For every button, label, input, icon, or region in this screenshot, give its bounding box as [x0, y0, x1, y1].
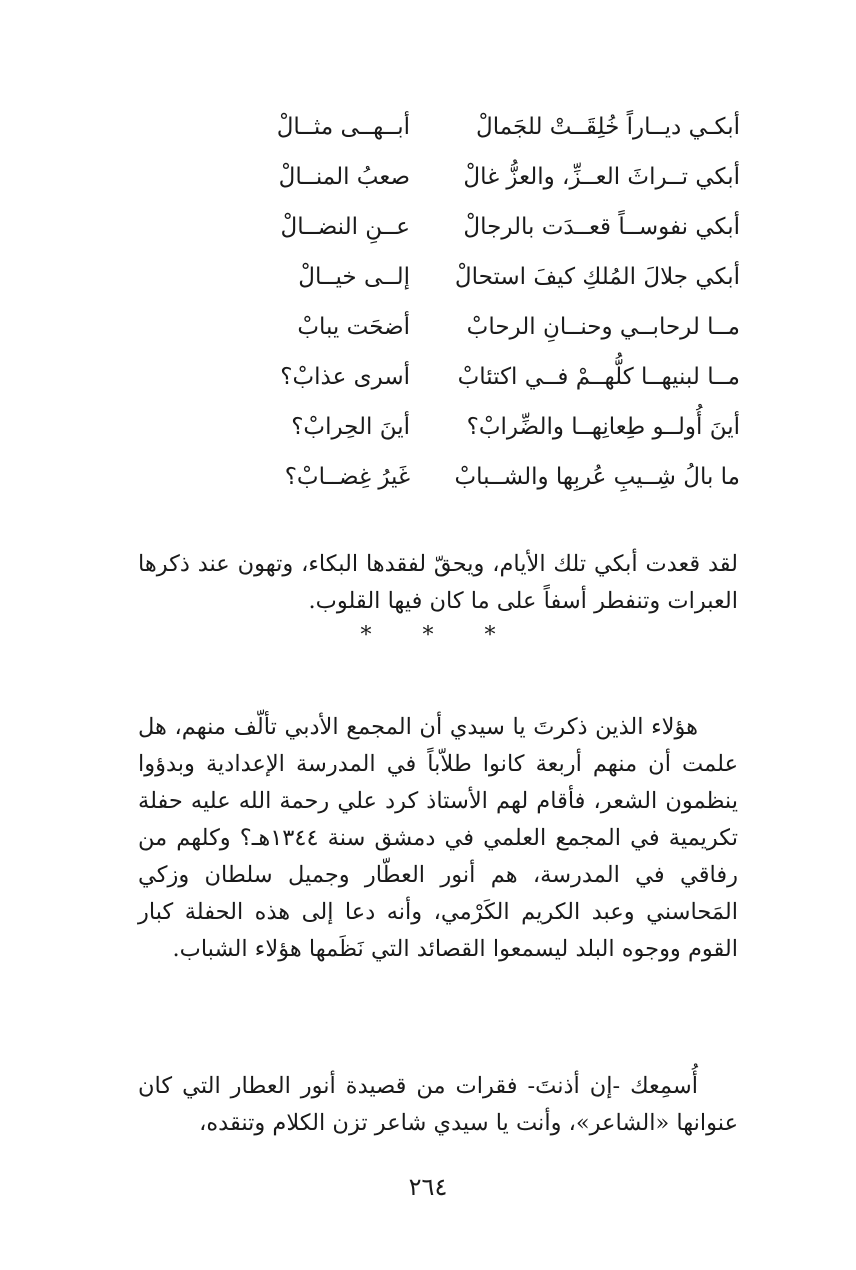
paragraph-poem-intro: أُسمِعك -إن أذنتَ- فقرات من قصيدة أنور العطار التي كان عنوانها «الشاعر»، وأنت يا سيدي شاعر تزن الكلام وتنقده، — [138, 1072, 738, 1136]
paragraph-literary-academy: هؤلاء الذين ذكرتَ يا سيدي أن المجمع الأدبي تألّف منهم، هل علمت أن منهم أربعة كانوا طلاّباً في المدرسة الإعدادية وبدؤوا ينظمون الشعر، فأقام لهم الأستاذ كرد علي رحمة الله عليه حفلة تكريمية في المجمع العلمي في دمشق سنة ١٣٤٤هـ؟ وكلهم من رفاقي في المدرسة، هم أنور العطّار وجميل سلطان وزكي المَحاسني وعبد الكريم الكَرْمي، وأنه دعا إلى هذه الحفلة كبار القوم ووجوه البلد ليسمعوا القصائد التي نَظَمها هؤلاء الشباب. — [138, 713, 738, 962]
verse-line — [150, 352, 740, 402]
verse-line — [150, 102, 740, 152]
verse-second-hemistich: أينَ الحِرابْ؟ — [291, 414, 410, 440]
verse-second-hemistich: أبــهــى مثــالْ — [276, 114, 410, 140]
paragraph-lament: لقد قعدت أبكي تلك الأيام، ويحقّ لفقدها البكاء، وتهون عند ذكرها العبرات وتنفطر أسفاً على ما كان فيها القلوب. — [138, 550, 738, 614]
verse-first-hemistich: أبكي تــراثَ العــزِّ، والعزُّ غالْ — [463, 164, 740, 190]
verse-line — [150, 452, 740, 502]
verse-first-hemistich: أينَ أُولــو طِعانِهــا والضِّرابْ؟ — [466, 414, 740, 440]
page-number: ٢٦٤ — [408, 1173, 448, 1201]
verse-first-hemistich: مــا لبنيهــا كلُّهــمْ فــي اكتئابْ — [457, 364, 740, 390]
verse-line — [150, 302, 740, 352]
verse-line — [150, 202, 740, 252]
verse-line — [150, 252, 740, 302]
verse-first-hemistich: أبكي نفوســاً قعــدَت بالرجالْ — [463, 214, 740, 240]
verse-first-hemistich: أبكي جلالَ المُلكِ كيفَ استحالْ — [454, 264, 740, 290]
verse-second-hemistich: أضحَت يبابْ — [297, 314, 410, 340]
verse-second-hemistich: إلــى خيــالْ — [298, 264, 410, 290]
verse-second-hemistich: أسرى عذابْ؟ — [280, 364, 410, 390]
verse-line — [150, 402, 740, 452]
verse-second-hemistich: عــنِ النضــالْ — [280, 214, 410, 240]
verse-second-hemistich: غَيرُ غِضــابْ؟ — [284, 464, 410, 490]
section-separator: * * * — [360, 623, 518, 648]
verse-first-hemistich: مــا لرحابــي وحنــانِ الرحابْ — [466, 314, 740, 340]
verse-line — [150, 152, 740, 202]
verse-first-hemistich: ما بالُ شِــيبِ عُربِها والشــبابْ — [454, 464, 740, 490]
poem-verses — [150, 102, 740, 502]
verse-first-hemistich: أبكـي ديــاراً خُلِقَــتْ للجَمالْ — [476, 114, 740, 140]
verse-second-hemistich: صعبُ المنــالْ — [278, 164, 410, 190]
